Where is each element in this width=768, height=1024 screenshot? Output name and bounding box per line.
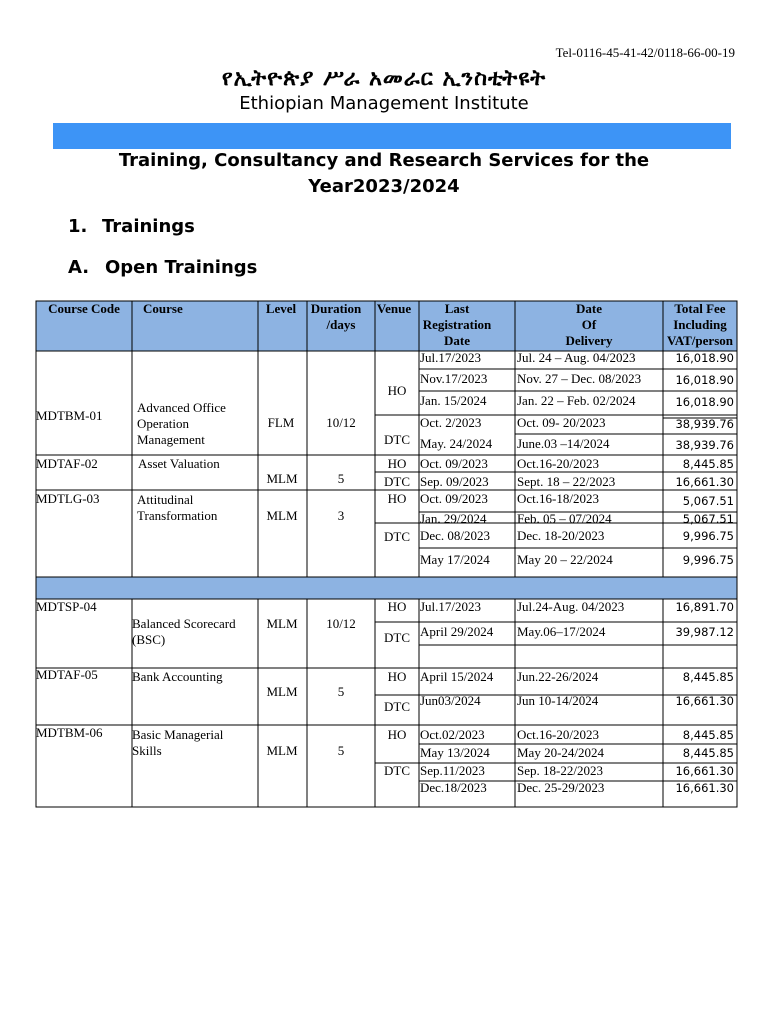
total-fee: 16,018.90 — [675, 373, 734, 387]
total-fee: 16,661.30 — [675, 781, 734, 795]
header-duration-unit: /days — [326, 317, 356, 332]
last-registration-date: Oct. 09/2023 — [420, 456, 488, 471]
total-fee: 16,018.90 — [675, 351, 734, 365]
total-fee: 38,939.76 — [675, 438, 734, 452]
venue-label: HO — [387, 669, 407, 684]
section-label: Trainings — [102, 216, 195, 237]
course-duration: 5 — [337, 471, 345, 486]
table-separator-band — [36, 577, 737, 599]
header-total-fee: Total Fee — [674, 301, 726, 316]
course-name: Bank Accounting — [132, 669, 223, 684]
last-registration-date: Oct. 2/2023 — [420, 415, 482, 430]
delivery-date: Jun.22-26/2024 — [517, 669, 599, 684]
course-level: MLM — [266, 616, 298, 631]
course-code: MDTBM-06 — [36, 725, 103, 740]
delivery-date: Sep. 18-22/2023 — [517, 763, 603, 778]
delivery-date: Oct.16-20/2023 — [517, 456, 599, 471]
delivery-date: Jan. 22 – Feb. 02/2024 — [517, 393, 636, 408]
course-duration: 3 — [337, 508, 345, 523]
last-registration-date: April 15/2024 — [420, 669, 494, 684]
last-registration-date: Sep. 09/2023 — [420, 474, 489, 489]
course-level: MLM — [266, 743, 298, 758]
total-fee: 16,891.70 — [675, 600, 734, 614]
header-date-of-delivery: Date — [576, 301, 602, 316]
course-duration: 10/12 — [326, 616, 356, 631]
delivery-date: Oct.16-20/2023 — [517, 727, 599, 742]
delivery-date: Sept. 18 – 22/2023 — [517, 474, 616, 489]
venue-label: HO — [387, 491, 407, 506]
course-name: Skills — [132, 743, 162, 758]
delivery-date: Dec. 18-20/2023 — [517, 528, 605, 543]
total-fee: 16,018.90 — [675, 395, 734, 409]
course-name: Operation — [137, 416, 189, 431]
header-last-registration: Registration — [422, 317, 492, 332]
total-fee: 39,987.12 — [675, 625, 734, 639]
delivery-date: Dec. 25-29/2023 — [517, 780, 605, 795]
delivery-date: Nov. 27 – Dec. 08/2023 — [517, 371, 642, 386]
course-name: Transformation — [137, 508, 218, 523]
course-name: Advanced Office — [137, 400, 226, 415]
course-name: (BSC) — [132, 632, 166, 647]
header-date-of-delivery: Of — [581, 317, 597, 332]
header-date-of-delivery: Delivery — [565, 333, 613, 348]
last-registration-date: April 29/2024 — [420, 624, 494, 639]
last-registration-date: May. 24/2024 — [420, 436, 493, 451]
total-fee: 9,996.75 — [682, 529, 734, 543]
course-name: Management — [137, 432, 205, 447]
header-last-registration: Last — [444, 301, 470, 316]
total-fee: 16,661.30 — [675, 764, 734, 778]
course-name: Basic Managerial — [132, 727, 224, 742]
last-registration-date: Jul.17/2023 — [420, 350, 482, 365]
delivery-date: Oct.16-18/2023 — [517, 491, 599, 506]
course-code: MDTAF-02 — [36, 456, 98, 471]
total-fee: 8,445.85 — [682, 457, 734, 471]
last-registration-date: Jul.17/2023 — [420, 599, 482, 614]
last-registration-date: Dec.18/2023 — [420, 780, 487, 795]
delivery-date: May 20-24/2024 — [517, 745, 605, 760]
last-registration-date: Jan. 29/2024 — [420, 511, 487, 526]
course-name: Balanced Scorecard — [132, 616, 236, 631]
venue-label: DTC — [384, 763, 410, 778]
course-level: FLM — [267, 415, 295, 430]
last-registration-date: Sep.11/2023 — [420, 763, 485, 778]
header-total-fee: VAT/person — [667, 333, 733, 348]
last-registration-date: Jan. 15/2024 — [420, 393, 487, 408]
header-last-registration: Date — [444, 333, 470, 348]
section-number: 1. — [68, 216, 88, 237]
venue-label: HO — [387, 727, 407, 742]
total-fee: 8,445.85 — [682, 728, 734, 742]
course-duration: 5 — [337, 743, 345, 758]
last-registration-date: Jun03/2024 — [420, 693, 481, 708]
total-fee: 9,996.75 — [682, 553, 734, 567]
total-fee: 38,939.76 — [675, 417, 734, 431]
delivery-date: Feb. 05 – 07/2024 — [517, 511, 612, 526]
venue-label: HO — [387, 383, 407, 398]
venue-label: DTC — [384, 529, 410, 544]
total-fee: 8,445.85 — [682, 670, 734, 684]
course-name: Asset Valuation — [138, 456, 220, 471]
total-fee: 8,445.85 — [682, 746, 734, 760]
course-code: MDTBM-01 — [36, 408, 103, 423]
delivery-date: Jun 10-14/2024 — [517, 693, 599, 708]
last-registration-date: Oct. 09/2023 — [420, 491, 488, 506]
last-registration-date: Nov.17/2023 — [420, 371, 488, 386]
total-fee: 16,661.30 — [675, 475, 734, 489]
header-duration: Duration — [310, 301, 362, 316]
section-letter: A. — [68, 257, 90, 278]
course-code: MDTSP-04 — [36, 599, 97, 614]
delivery-date: Jul.24-Aug. 04/2023 — [517, 599, 625, 614]
venue-label: DTC — [384, 432, 410, 447]
venue-label: DTC — [384, 630, 410, 645]
course-duration: 10/12 — [326, 415, 356, 430]
course-code: MDTAF-05 — [36, 667, 98, 682]
venue-label: DTC — [384, 474, 410, 489]
header-total-fee: Including — [673, 317, 727, 332]
total-fee: 5,067.51 — [682, 494, 734, 508]
header-venue: Venue — [376, 301, 412, 316]
title-line-1: Training, Consultancy and Research Services for the — [118, 150, 650, 171]
last-registration-date: May 13/2024 — [420, 745, 490, 760]
course-duration: 5 — [337, 684, 345, 699]
institute-name: Ethiopian Management Institute — [239, 93, 529, 114]
header-course-code: Course Code — [48, 301, 120, 316]
course-level: MLM — [266, 684, 298, 699]
venue-label: HO — [387, 456, 407, 471]
course-level: MLM — [266, 471, 298, 486]
telephone-numbers: Tel-0116-45-41-42/0118-66-00-19 — [555, 45, 735, 60]
venue-label: HO — [387, 599, 407, 614]
venue-label: DTC — [384, 699, 410, 714]
header-level: Level — [265, 301, 297, 316]
total-fee: 16,661.30 — [675, 694, 734, 708]
delivery-date: May.06–17/2024 — [517, 624, 606, 639]
last-registration-date: May 17/2024 — [420, 552, 490, 567]
last-registration-date: Oct.02/2023 — [420, 727, 485, 742]
course-name: Attitudinal — [137, 492, 194, 507]
section-label: Open Trainings — [105, 257, 258, 278]
title-line-2: Year2023/2024 — [308, 176, 460, 197]
last-registration-date: Dec. 08/2023 — [420, 528, 491, 543]
total-fee: 5,067.51 — [682, 512, 734, 526]
course-code: MDTLG-03 — [36, 491, 100, 506]
delivery-date: Oct. 09- 20/2023 — [517, 415, 606, 430]
delivery-date: June.03 –14/2024 — [517, 436, 610, 451]
header-course: Course — [143, 301, 183, 316]
delivery-date: Jul. 24 – Aug. 04/2023 — [517, 350, 636, 365]
delivery-date: May 20 – 22/2024 — [517, 552, 613, 567]
course-level: MLM — [266, 508, 298, 523]
amharic-institute-name: የኢትዮጵያ ሥራ አመራር ኢንስቲትዩት — [221, 66, 547, 91]
